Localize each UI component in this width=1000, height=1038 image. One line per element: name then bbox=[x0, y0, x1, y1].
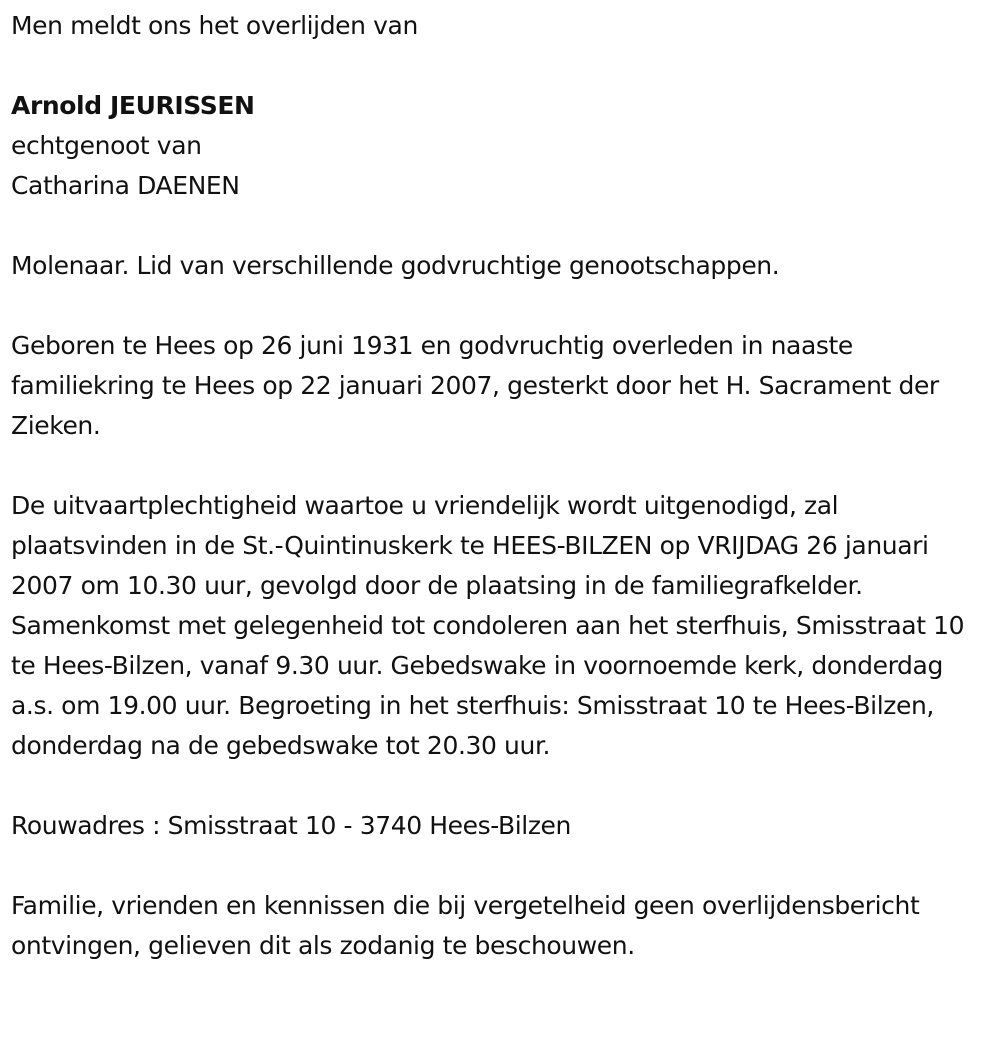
mourning-address: Rouwadres : Smisstraat 10 - 3740 Hees-Bilzen bbox=[11, 811, 571, 840]
closing-paragraph: Familie, vrienden en kennissen die bij vergetelheid geen overlijdensbericht ontvingen, gelieven dit als zodanig te beschouwen. bbox=[11, 891, 920, 960]
deceased-name: Arnold JEURISSEN bbox=[11, 91, 255, 120]
occupation-text: Molenaar. Lid van verschillende godvruchtige genootschappen. bbox=[11, 251, 780, 280]
spouse-name: Catharina DAENEN bbox=[11, 171, 240, 200]
intro-text: Men meldt ons het overlijden van bbox=[11, 11, 418, 40]
spacer bbox=[11, 46, 991, 86]
spacer bbox=[11, 446, 991, 486]
death-notice bbox=[11, 6, 991, 966]
spacer bbox=[11, 286, 991, 326]
birth-death-paragraph: Geboren te Hees op 26 juni 1931 en godvruchtig overleden in naaste familiekring te Hees op 22 januari 2007, gesterkt door het H. Sacrament der Zieken. bbox=[11, 331, 939, 440]
funeral-paragraph: De uitvaartplechtigheid waartoe u vriendelijk wordt uitgenodigd, zal plaatsvinden in de St.-Quintinuskerk te HEES-BILZEN op VRIJDAG 26 januari 2007 om 10.30 uur, gevolgd door de plaatsing in de familiegrafkelder. Samenkomst met gelegenheid tot condoleren aan het sterfhuis, Smisstraat 10 te Hees-Bilzen, vanaf 9.30 uur. Gebedswake in voornoemde kerk, donderdag a.s. om 19.00 uur. Begroeting in het sterfhuis: Smisstraat 10 te Hees-Bilzen, donderdag na de gebedswake tot 20.30 uur. bbox=[11, 491, 965, 760]
spacer bbox=[11, 206, 991, 246]
spacer bbox=[11, 766, 991, 806]
spacer bbox=[11, 846, 991, 886]
relation-text: echtgenoot van bbox=[11, 131, 202, 160]
